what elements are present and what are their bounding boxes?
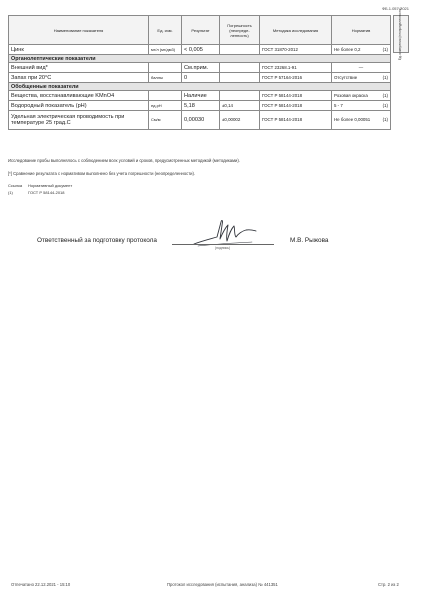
cell-result: < 0,005 bbox=[182, 45, 220, 55]
norm-value: Розовая окраска bbox=[334, 93, 368, 98]
header-name: Наименование показателя bbox=[9, 16, 149, 45]
table-row bbox=[9, 91, 391, 101]
legend-header bbox=[8, 183, 72, 188]
norm-value: Отсутствие bbox=[334, 75, 358, 80]
note-comparison: [*] Сравнение результата с нормативом выполнено без учета погрешности (неопределенности). bbox=[8, 171, 196, 176]
signature-caption: (подпись) bbox=[215, 246, 231, 250]
norm-ref: (1) bbox=[382, 47, 388, 52]
side-column-label bbox=[393, 7, 409, 61]
results-table bbox=[8, 15, 391, 130]
legend-value: ГОСТ Р 58144-2018 bbox=[28, 190, 65, 195]
cell-name: Запах при 20°С bbox=[9, 73, 149, 83]
legend-row bbox=[8, 190, 65, 195]
footer-protocol: Протокол исследования (испытания, анализа) № 441351 bbox=[167, 582, 278, 587]
legend-key: Ссылка bbox=[8, 183, 23, 188]
cell-error bbox=[220, 63, 260, 73]
cell-error bbox=[220, 91, 260, 101]
table-row bbox=[9, 111, 391, 130]
legend-value: Нормативный документ bbox=[28, 183, 73, 188]
header-result: Результат bbox=[182, 16, 220, 45]
cell-unit: баллы bbox=[149, 73, 182, 83]
footer-page: Стр. 2 из 2 bbox=[378, 582, 399, 587]
cell-norm bbox=[332, 45, 391, 55]
section-title: Органолептические показатели bbox=[9, 55, 391, 63]
cell-name: Цинк bbox=[9, 45, 149, 55]
norm-ref: (1) bbox=[382, 103, 388, 108]
cell-result: 5,18 bbox=[182, 101, 220, 111]
cell-error: ±0,00002 bbox=[220, 111, 260, 130]
header-error: Погрешность (неопреде-ленность) bbox=[220, 16, 260, 45]
norm-ref: (1) bbox=[382, 117, 388, 122]
norm-value: Не более 0,2 bbox=[334, 47, 361, 52]
cell-error bbox=[220, 45, 260, 55]
cell-result: Наличие bbox=[182, 91, 220, 101]
cell-name: Внешний вид* bbox=[9, 63, 149, 73]
footer-printed: Отпечатано 22.12.2021 - 15:10 bbox=[11, 582, 71, 587]
norm-value: Не более 0,00051 bbox=[334, 117, 371, 122]
cell-result: См.прим. bbox=[182, 63, 220, 73]
signature-line bbox=[172, 244, 274, 245]
cell-method: ГОСТ Р 57164-2016 bbox=[260, 73, 332, 83]
header-norm: Норматив bbox=[332, 16, 391, 45]
norm-ref: (1) bbox=[382, 75, 388, 80]
cell-result: 0,00030 bbox=[182, 111, 220, 130]
section-header-organoleptic bbox=[9, 55, 391, 63]
cell-method: ГОСТ 23268.1-91 bbox=[260, 63, 332, 73]
table-header-row bbox=[9, 16, 391, 45]
legend-key: (1) bbox=[8, 190, 13, 195]
header-unit: Ед. изм. bbox=[149, 16, 182, 45]
cell-error bbox=[220, 73, 260, 83]
responsible-label: Ответственный за подготовку протокола bbox=[37, 237, 157, 244]
table-row bbox=[9, 101, 391, 111]
form-code: ФБ.1.057-2021 bbox=[381, 6, 409, 11]
cell-norm bbox=[332, 101, 391, 111]
section-title: Обобщенные показатели bbox=[9, 83, 391, 91]
cell-unit: ед.pH bbox=[149, 101, 182, 111]
signer-name: М.В. Рыжова bbox=[290, 237, 329, 244]
table-row bbox=[9, 63, 391, 73]
cell-method: ГОСТ Р 58144-2018 bbox=[260, 91, 332, 101]
header-method: Методика исследования bbox=[260, 16, 332, 45]
side-label-text: Ед. измерения (неопределенности) bbox=[398, 7, 403, 61]
norm-ref: (1) bbox=[382, 93, 388, 98]
note-conditions: Исследование пробы выполнялось с соблюдением всех условий и сроков, предусмотренных методикой (методиками). bbox=[8, 158, 240, 163]
cell-unit bbox=[149, 91, 182, 101]
cell-unit bbox=[149, 63, 182, 73]
cell-unit: См/м bbox=[149, 111, 182, 130]
cell-unit: мг/л (мг/дм3) bbox=[149, 45, 182, 55]
cell-name: Вещества, восстанавливающие KMnO4 bbox=[9, 91, 149, 101]
cell-norm bbox=[332, 73, 391, 83]
cell-norm bbox=[332, 111, 391, 130]
cell-norm bbox=[332, 91, 391, 101]
cell-method: ГОСТ Р 58144-2018 bbox=[260, 111, 332, 130]
cell-method: ГОСТ Р 58144-2018 bbox=[260, 101, 332, 111]
table-row bbox=[9, 45, 391, 55]
cell-norm: — bbox=[332, 63, 391, 73]
section-header-general bbox=[9, 83, 391, 91]
cell-result: 0 bbox=[182, 73, 220, 83]
cell-method: ГОСТ 31870-2012 bbox=[260, 45, 332, 55]
cell-error: ±0,14 bbox=[220, 101, 260, 111]
table-row bbox=[9, 73, 391, 83]
cell-name: Удельная электрическая проводимость при температуре 25 град.С bbox=[9, 111, 149, 130]
cell-name: Водородный показатель (pH) bbox=[9, 101, 149, 111]
norm-value: 5 - 7 bbox=[334, 103, 343, 108]
